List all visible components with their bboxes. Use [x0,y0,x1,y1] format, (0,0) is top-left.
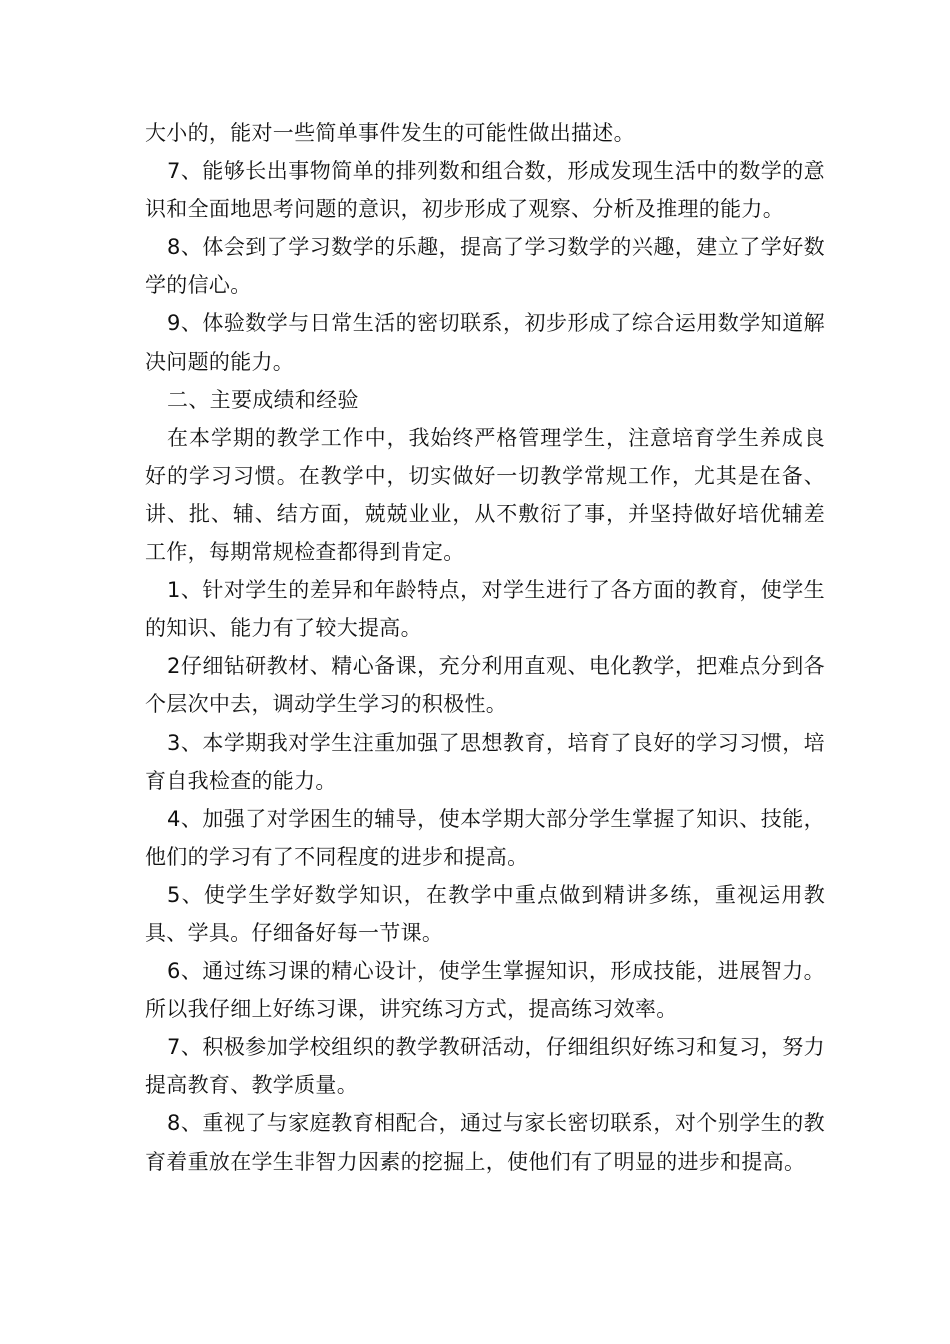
paragraph-achievement-7: 7、积极参加学校组织的教学教研活动，仔细组织好练习和复习，努力提高教育、教学质量。 [145,1035,825,1098]
paragraph-achievement-4: 4、加强了对学困生的辅导，使本学期大部分学生掌握了知识、技能，他们的学习有了不同程度的进步和提高。 [145,806,825,869]
paragraph-achievement-3: 3、本学期我对学生注重加强了思想教育，培育了良好的学习习惯，培育自我检查的能力。 [145,730,825,793]
document-body [145,114,825,1181]
paragraph-achievement-6: 6、通过练习课的精心设计，使学生掌握知识，形成技能，进展智力。所以我仔细上好练习课，讲究练习方式，提高练习效率。 [145,959,825,1022]
paragraph-section-intro: 在本学期的教学工作中，我始终严格管理学生，注意培育学生养成良好的学习习惯。在教学中，切实做好一切教学常规工作，尤其是在备、讲、批、辅、结方面，兢兢业业，从不敷衍了事，并坚持做好培优辅差工作，每期常规检查都得到肯定。 [145,425,825,565]
paragraph-achievement-8: 8、重视了与家庭教育相配合，通过与家长密切联系，对个别学生的教育着重放在学生非智力因素的挖掘上，使他们有了明显的进步和提高。 [145,1111,825,1174]
paragraph-item-7: 7、能够长出事物简单的排列数和组合数，形成发现生活中的数学的意识和全面地思考问题的意识，初步形成了观察、分析及推理的能力。 [145,159,825,222]
paragraph-item-9: 9、体验数学与日常生活的密切联系，初步形成了综合运用数学知道解决问题的能力。 [145,311,825,374]
paragraph-achievement-2: 2仔细钻研教材、精心备课，充分利用直观、电化教学，把难点分到各个层次中去，调动学生学习的积极性。 [145,654,825,717]
section-heading: 二、主要成绩和经验 [167,387,359,412]
paragraph-item-8: 8、体会到了学习数学的乐趣，提高了学习数学的兴趣，建立了学好数学的信心。 [145,235,825,298]
paragraph-achievement-1: 1、针对学生的差异和年龄特点，对学生进行了各方面的教育，使学生的知识、能力有了较大提高。 [145,578,825,641]
paragraph-achievement-5: 5、使学生学好数学知识，在教学中重点做到精讲多练，重视运用教具、学具。仔细备好每一节课。 [145,882,825,945]
paragraph-intro-tail: 大小的，能对一些简单事件发生的可能性做出描述。 [145,121,635,145]
